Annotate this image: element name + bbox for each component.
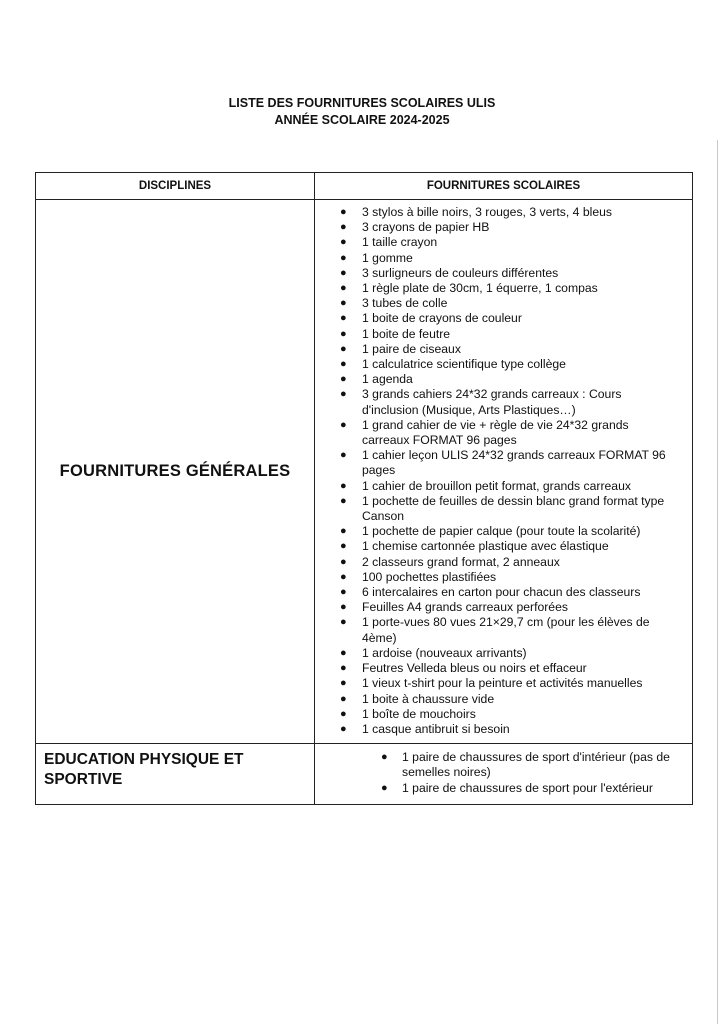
list-item-text: 1 taille crayon [362, 235, 438, 250]
bullet-icon: ● [340, 327, 347, 340]
list-item-text: 1 cahier leçon ULIS 24*32 grands carreaux FORMAT 96 pages [362, 448, 666, 478]
list-item-text: 2 classeurs grand format, 2 anneaux [362, 554, 560, 569]
list-item [315, 387, 678, 417]
bullet-icon: ● [340, 677, 347, 690]
list-item [315, 220, 678, 235]
list-item [315, 781, 686, 796]
list-item [315, 585, 678, 600]
list-item-text: 1 grand cahier de vie + règle de vie 24*32 grands carreaux FORMAT 96 pages [362, 417, 629, 448]
list-item-text: 1 paire de chaussures de sport d'intérieur (pas de semelles noires) [402, 750, 670, 780]
bullet-icon: ● [340, 297, 347, 310]
supplies-list-general [315, 200, 692, 743]
list-item [315, 418, 678, 448]
list-item-text: 1 boite à chaussure vide [362, 691, 495, 706]
list-item-text: 1 calculatrice scientifique type collège [362, 357, 566, 372]
list-item-text: 1 vieux t-shirt pour la peinture et activités manuelles [362, 676, 643, 691]
list-item-text: 1 pochette de feuilles de dessin blanc grand format type Canson [362, 493, 665, 524]
bullet-icon: ● [340, 707, 347, 720]
list-item [315, 327, 678, 342]
list-item-text: 1 porte-vues 80 vues 21×29,7 cm (pour les élèves de 4ème) [362, 615, 650, 645]
bullet-icon: ● [340, 540, 347, 553]
bullet-icon: ● [381, 781, 388, 794]
list-item-text: 1 boite de feutre [362, 326, 451, 341]
list-item [315, 615, 678, 645]
list-item [315, 251, 678, 266]
bullet-icon: ● [340, 358, 347, 371]
list-item [315, 524, 678, 539]
discipline-eps: EDUCATION PHYSIQUE ET SPORTIVE [36, 744, 315, 805]
bullet-icon: ● [340, 662, 347, 675]
header-disciplines: DISCIPLINES [36, 173, 315, 200]
list-item [315, 692, 678, 707]
bullet-icon: ● [340, 586, 347, 599]
list-item-text: 1 agenda [362, 372, 413, 387]
bullet-icon: ● [340, 722, 347, 735]
bullet-icon: ● [340, 388, 347, 401]
list-item-text: 100 pochettes plastifiées [362, 569, 497, 584]
bullet-icon: ● [340, 206, 347, 218]
list-item-text: 1 gomme [362, 250, 413, 265]
list-item-text: 3 surligneurs de couleurs différentes [362, 265, 559, 280]
list-item-text: 1 chemise cartonnée plastique avec élastique [362, 539, 609, 554]
list-item-text: Feutres Velleda bleus ou noirs et effaceur [362, 661, 587, 676]
list-item-text: 1 ardoise (nouveaux arrivants) [362, 645, 527, 660]
list-item [315, 205, 678, 220]
list-item [315, 266, 678, 281]
bullet-icon: ● [340, 479, 347, 492]
list-item [315, 281, 678, 296]
list-item [315, 539, 678, 554]
supplies-cell-eps [315, 744, 693, 805]
list-item [315, 448, 678, 478]
bullet-icon: ● [340, 342, 347, 355]
list-item-text: 3 stylos à bille noirs, 3 rouges, 3 verts, 4 bleus [362, 205, 612, 219]
supplies-list-eps [315, 744, 692, 804]
list-item [315, 494, 678, 524]
bullet-icon: ● [340, 266, 347, 279]
list-item [315, 661, 678, 676]
list-item-text: 3 grands cahiers 24*32 grands carreaux : Cours d'inclusion (Musique, Arts Plastiques…) [362, 387, 622, 417]
bullet-icon: ● [340, 692, 347, 705]
school-year-title: ANNÉE SCOLAIRE 2024-2025 [274, 113, 450, 127]
discipline-general: FOURNITURES GÉNÉRALES [36, 200, 315, 744]
document-title: LISTE DES FOURNITURES SCOLAIRES ULIS [228, 96, 496, 110]
bullet-icon: ● [340, 373, 347, 386]
bullet-icon: ● [340, 282, 347, 295]
list-item-text: 3 tubes de colle [362, 296, 448, 311]
scan-edge-line [717, 140, 718, 1024]
bullet-icon: ● [340, 646, 347, 659]
list-item-text: 1 paire de chaussures de sport pour l'extérieur [402, 780, 653, 795]
section-row-eps [36, 744, 693, 805]
list-item [315, 311, 678, 326]
list-item-text: 6 intercalaires en carton pour chacun des classeurs [362, 585, 641, 600]
bullet-icon: ● [340, 601, 347, 614]
list-item [315, 646, 678, 661]
supplies-table [35, 172, 693, 805]
list-item [315, 722, 678, 737]
list-item [315, 570, 678, 585]
bullet-icon: ● [381, 751, 388, 764]
list-item [315, 600, 678, 615]
list-item [315, 357, 678, 372]
table-header-row [36, 173, 693, 200]
header-supplies: FOURNITURES SCOLAIRES [315, 173, 693, 200]
bullet-icon: ● [340, 418, 347, 431]
list-item [315, 342, 678, 357]
list-item-text: Feuilles A4 grands carreaux perforées [362, 600, 568, 615]
bullet-icon: ● [340, 251, 347, 264]
bullet-icon: ● [340, 570, 347, 583]
bullet-icon: ● [340, 616, 347, 629]
list-item [315, 750, 686, 780]
list-item-text: 1 paire de ciseaux [362, 341, 461, 356]
list-item-text: 1 boîte de mouchoirs [362, 706, 476, 721]
bullet-icon: ● [340, 236, 347, 249]
list-item [315, 555, 678, 570]
list-item [315, 235, 678, 250]
bullet-icon: ● [340, 494, 347, 507]
list-item [315, 676, 678, 691]
bullet-icon: ● [340, 312, 347, 325]
bullet-icon: ● [340, 449, 347, 462]
list-item [315, 707, 678, 722]
list-item-text: 3 crayons de papier HB [362, 220, 490, 235]
list-item [315, 296, 678, 311]
list-item-text: 1 casque antibruit si besoin [362, 721, 510, 736]
section-row-general [36, 200, 693, 744]
list-item-text: 1 règle plate de 30cm, 1 équerre, 1 compas [362, 281, 598, 296]
list-item-text: 1 pochette de papier calque (pour toute la scolarité) [362, 524, 641, 539]
bullet-icon: ● [340, 555, 347, 568]
list-item [315, 479, 678, 494]
bullet-icon: ● [340, 525, 347, 538]
bullet-icon: ● [340, 221, 347, 234]
list-item [315, 372, 678, 387]
list-item-text: 1 boite de crayons de couleur [362, 311, 522, 326]
list-item-text: 1 cahier de brouillon petit format, grands carreaux [362, 478, 631, 493]
supplies-cell-general [315, 200, 693, 744]
